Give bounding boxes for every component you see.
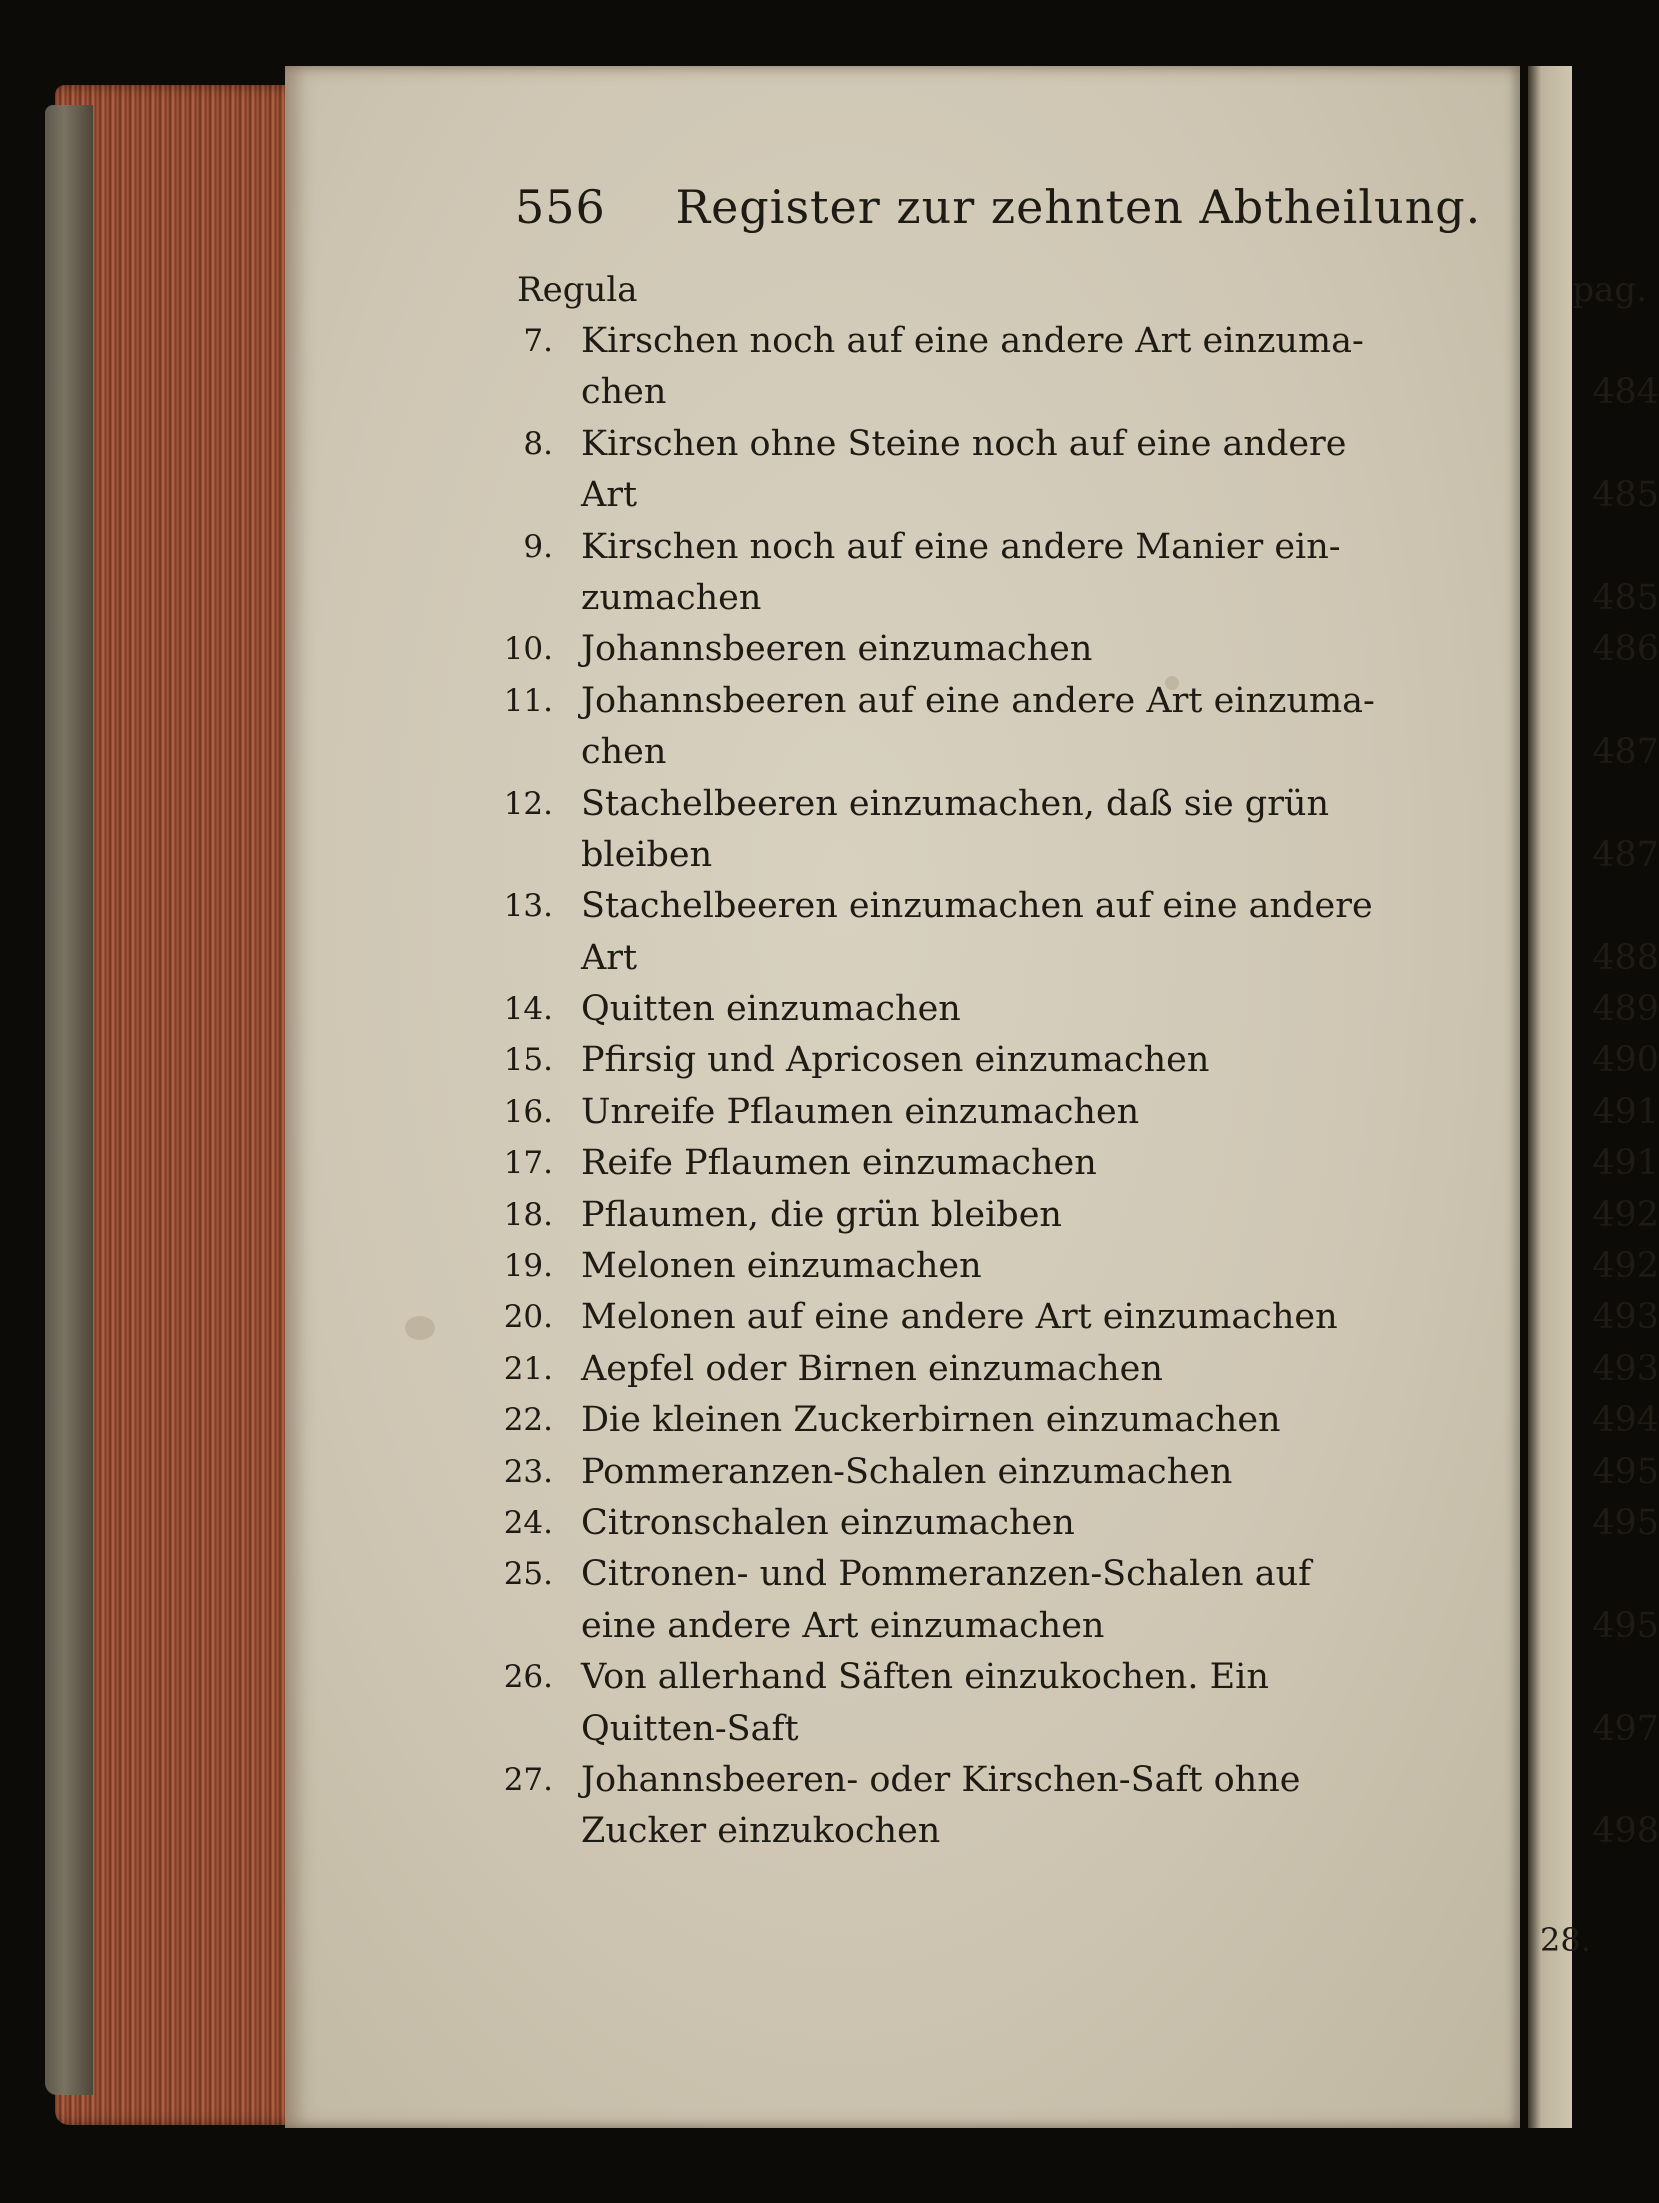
register-entry (499, 624, 1659, 675)
register-entry (499, 676, 1659, 779)
entry-line (499, 1035, 1659, 1086)
entry-text: Reife Pflaumen einzumachen (581, 1143, 1097, 1184)
entry-line (499, 573, 1659, 624)
entry-text: Kirschen noch auf eine andere Manier ein- (581, 526, 1341, 567)
entry-text: zumachen (581, 577, 762, 618)
entry-line (499, 1292, 1659, 1343)
entry-line (499, 1806, 1659, 1857)
entry-text: Melonen auf eine andere Art einzumachen (581, 1297, 1338, 1338)
entry-line (499, 984, 1659, 1035)
page-title: Register zur zehnten Abtheilung. (675, 180, 1482, 234)
register-entry (499, 779, 1659, 882)
entry-text: Aepfel oder Birnen einzumachen (581, 1348, 1163, 1389)
entry-number: 18. (503, 1196, 553, 1233)
entry-number: 7. (523, 323, 553, 359)
entry-number: 14. (503, 991, 553, 1028)
register-entry (499, 316, 1659, 419)
entry-line (499, 1704, 1659, 1755)
entry-text: Quitten-Saft (581, 1708, 799, 1749)
entry-page-ref: 498 (1592, 1811, 1659, 1852)
entry-text: Art (581, 937, 638, 978)
entry-text: eine andere Art einzumachen (581, 1605, 1105, 1646)
pag-heading: pag. (1572, 270, 1647, 310)
entry-number: 13. (503, 888, 553, 925)
entry-text: chen (581, 732, 667, 773)
entry-line (499, 1190, 1659, 1241)
entry-number: 15. (503, 1042, 553, 1079)
entry-line (499, 830, 1659, 881)
entry-page-ref: 495 (1592, 1502, 1659, 1543)
entry-text: Die kleinen Zuckerbirnen einzumachen (581, 1400, 1281, 1441)
entry-page-ref: 485 (1592, 475, 1659, 516)
register-entry (499, 1652, 1659, 1755)
entry-line (499, 881, 1659, 932)
entry-text: Von allerhand Säften einzukochen. Ein (581, 1657, 1269, 1698)
entry-line (499, 624, 1659, 675)
entry-line (499, 1138, 1659, 1189)
entry-text: chen (581, 372, 667, 413)
book-page (285, 66, 1659, 2128)
register-entry (499, 1498, 1659, 1549)
entry-text: Art (581, 475, 638, 516)
entry-number: 26. (503, 1659, 553, 1696)
entry-page-ref: 494 (1592, 1400, 1659, 1441)
entry-text: Kirschen ohne Steine noch auf eine andere (581, 423, 1347, 464)
entry-page-ref: 485 (1592, 577, 1659, 618)
entry-text: Pommeranzen-Schalen einzumachen (581, 1451, 1233, 1492)
entry-line (499, 1447, 1659, 1498)
register-entry (499, 419, 1659, 522)
register-entry (499, 1241, 1659, 1292)
entry-line (499, 1755, 1659, 1806)
entry-page-ref: 491 (1592, 1143, 1659, 1184)
entry-text: Zucker einzukochen (581, 1811, 941, 1852)
entry-line (499, 1087, 1659, 1138)
entry-text: Citronen- und Pommeranzen-Schalen auf (581, 1554, 1312, 1595)
paper-stain (405, 1316, 435, 1340)
catchword: 28. (1540, 1921, 1591, 1959)
entry-line (499, 676, 1659, 727)
register-entry (499, 1138, 1659, 1189)
entry-number: 8. (523, 425, 553, 462)
entry-line (499, 419, 1659, 470)
entry-page-ref: 493 (1592, 1348, 1659, 1389)
register-entry (499, 1035, 1659, 1086)
entry-number: 22. (503, 1402, 553, 1439)
entry-line (499, 1549, 1659, 1600)
entry-text: Johannsbeeren einzumachen (581, 629, 1093, 670)
entry-number: 24. (503, 1504, 553, 1541)
entry-number: 25. (503, 1556, 553, 1593)
register-entry (499, 1549, 1659, 1652)
entry-text: Citronschalen einzumachen (581, 1502, 1075, 1543)
register-entry (499, 1755, 1659, 1858)
entry-line (499, 522, 1659, 573)
entry-page-ref: 484 (1592, 372, 1659, 413)
entry-text: bleiben (581, 834, 713, 875)
entry-text: Quitten einzumachen (581, 989, 961, 1030)
entry-line (499, 727, 1659, 778)
entry-page-ref: 492 (1592, 1246, 1659, 1287)
entry-page-ref: 497 (1592, 1708, 1659, 1749)
entry-page-ref: 487 (1592, 732, 1659, 773)
entry-text: Kirschen noch auf eine andere Art einzuma- (581, 321, 1364, 361)
entry-page-ref: 486 (1592, 629, 1659, 670)
entry-line (499, 1241, 1659, 1292)
entry-text: Johannsbeeren- oder Kirschen-Saft ohne (581, 1759, 1301, 1800)
entry-page-ref: 495 (1592, 1605, 1659, 1646)
page-number: 556 (515, 180, 606, 234)
entry-text: Pflaumen, die grün bleiben (581, 1194, 1062, 1235)
entry-text: Pfirsig und Apricosen einzumachen (581, 1040, 1210, 1081)
entry-number: 11. (503, 682, 553, 719)
entry-line (499, 1395, 1659, 1446)
entry-text: Unreife Pflaumen einzumachen (581, 1091, 1140, 1132)
register-entry (499, 1087, 1659, 1138)
register-entry (499, 881, 1659, 984)
entry-number: 10. (503, 631, 553, 668)
running-head (515, 180, 1655, 234)
register-entry (499, 1395, 1659, 1446)
entry-number: 16. (503, 1093, 553, 1130)
entry-page-ref: 493 (1592, 1297, 1659, 1338)
entry-page-ref: 487 (1592, 834, 1659, 875)
register-entries (499, 316, 1659, 1858)
entry-number: 17. (503, 1145, 553, 1182)
entry-line (499, 470, 1659, 521)
entry-line (499, 316, 1659, 367)
entry-line (499, 779, 1659, 830)
entry-text: Stachelbeeren einzumachen, daß sie grün (581, 783, 1330, 824)
entry-number: 21. (503, 1350, 553, 1387)
entry-number: 9. (523, 528, 553, 565)
entry-line (499, 1498, 1659, 1549)
entry-number: 20. (503, 1299, 553, 1336)
register-entry (499, 1292, 1659, 1343)
entry-page-ref: 490 (1592, 1040, 1659, 1081)
entry-line (499, 1652, 1659, 1703)
entry-number: 12. (503, 785, 553, 822)
entry-line (499, 1601, 1659, 1652)
register-entry (499, 1447, 1659, 1498)
entry-line (499, 367, 1659, 418)
entry-line (499, 1344, 1659, 1395)
entry-text: Stachelbeeren einzumachen auf eine andere (581, 886, 1373, 927)
regula-heading: Regula (517, 270, 638, 310)
register-entry (499, 1190, 1659, 1241)
entry-page-ref: 488 (1592, 937, 1659, 978)
entry-number: 27. (503, 1761, 553, 1798)
entry-page-ref: 491 (1592, 1091, 1659, 1132)
entry-page-ref: 489 (1592, 989, 1659, 1030)
entry-text: Melonen einzumachen (581, 1246, 982, 1287)
column-headings (517, 270, 1647, 314)
entry-number: 19. (503, 1248, 553, 1285)
register-entry (499, 1344, 1659, 1395)
entry-page-ref: 492 (1592, 1194, 1659, 1235)
register-entry (499, 984, 1659, 1035)
page-edges (55, 85, 305, 2125)
entry-text: Johannsbeeren auf eine andere Art einzuma- (581, 680, 1375, 721)
register-entry (499, 522, 1659, 625)
entry-number: 23. (503, 1453, 553, 1490)
entry-page-ref: 495 (1592, 1451, 1659, 1492)
entry-line (499, 933, 1659, 984)
